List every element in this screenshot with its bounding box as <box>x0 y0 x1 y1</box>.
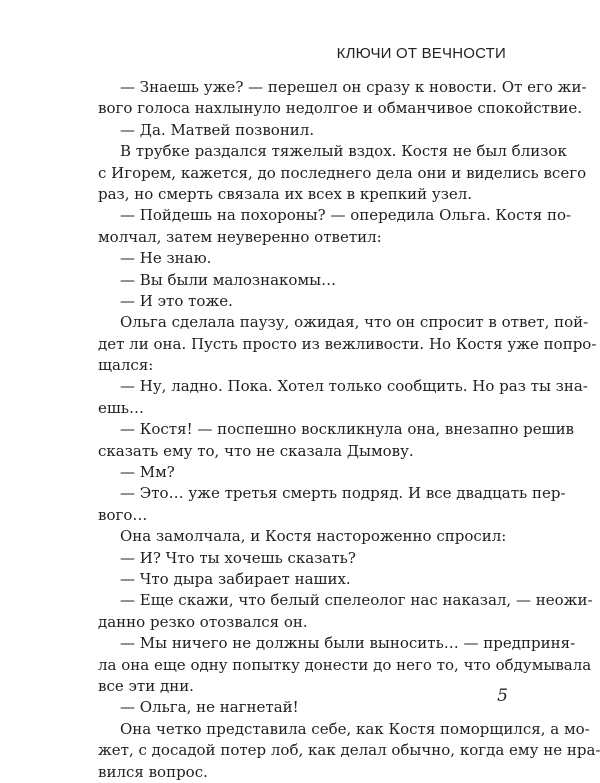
text-line: все эти дни. <box>98 676 194 695</box>
text-line: — И это тоже. <box>120 291 233 310</box>
text-line: ла она еще одну попытку донести до него то, что обдумывала <box>98 655 592 674</box>
text-line: — И? Что ты хочешь сказать? <box>120 548 356 567</box>
text-line: — Мы ничего не должны были выносить… — предприня- <box>120 634 576 653</box>
text-line: вого голоса нахлынуло недолгое и обманчивое спокойствие. <box>98 99 583 118</box>
text-line: — Это… уже третья смерть подряд. И все двадцать пер- <box>120 484 566 503</box>
text-line: ешь… <box>98 398 144 417</box>
page-number: 5 <box>497 686 508 706</box>
text-line: молчал, затем неуверенно ответил: <box>98 227 382 246</box>
text-line: — Еще скажи, что белый спелеолог нас наказал, — неожи- <box>120 591 593 610</box>
text-line: — Костя! — поспешно воскликнула она, внезапно решив <box>120 420 575 439</box>
text-line: вого… <box>98 505 148 524</box>
text-line: жет, с досадой потер лоб, как делал обычно, когда ему не нра- <box>98 741 600 760</box>
text-line: Она замолчала, и Костя настороженно спросил: <box>120 527 507 546</box>
text-line: Ольга сделала паузу, ожидая, что он спросит в ответ, пой- <box>120 313 589 332</box>
text-line: — Пойдешь на похороны? — опередила Ольга. Костя по- <box>120 206 572 225</box>
text-line: раз, но смерть связала их всех в крепкий узел. <box>98 184 473 203</box>
text-line: вился вопрос. <box>98 762 208 781</box>
text-line: В трубке раздался тяжелый вздох. Костя не был близок <box>120 142 567 161</box>
text-line: — Не знаю. <box>120 249 212 268</box>
text-line: с Игорем, кажется, до последнего дела они и виделись всего <box>98 163 587 182</box>
running-header-title: КЛЮЧИ ОТ ВЕЧНОСТИ <box>336 45 506 62</box>
text-line: данно резко отозвался он. <box>98 612 308 631</box>
text-line: — Мм? <box>120 463 175 482</box>
text-line: Она четко представила себе, как Костя поморщился, а мо- <box>120 719 590 738</box>
text-line: — Вы были малознакомы… <box>120 270 337 289</box>
text-line: сказать ему то, что не сказала Дымову. <box>98 441 414 460</box>
body-text <box>98 77 600 783</box>
text-line: — Ольга, не нагнетай! <box>120 698 299 717</box>
text-line: щался: <box>98 356 154 375</box>
text-line: — Что дыра забирает наших. <box>120 569 351 588</box>
text-line: дет ли она. Пусть просто из вежливости. Но Костя уже попро- <box>98 334 597 353</box>
text-line: — Знаешь уже? — перешел он сразу к новости. От его жи- <box>120 78 587 96</box>
text-line: — Да. Матвей позвонил. <box>120 120 315 139</box>
text-line: — Ну, ладно. Пока. Хотел только сообщить. Но раз ты зна- <box>120 377 588 396</box>
